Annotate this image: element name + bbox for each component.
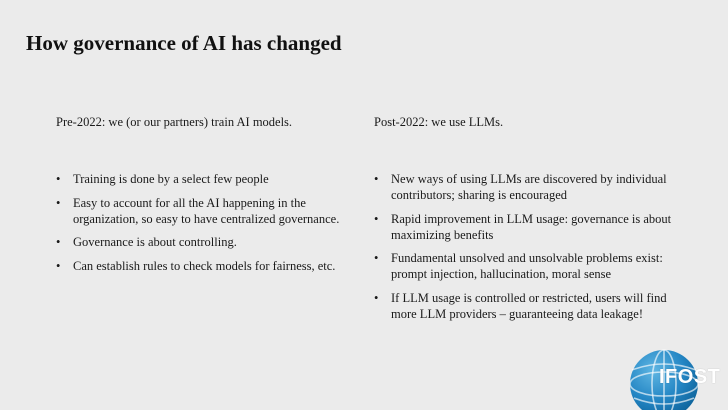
bullet-icon: •: [56, 258, 61, 273]
list-item: [374, 211, 674, 243]
list-item-text: Training is done by a select few people: [73, 172, 269, 186]
bullet-icon: •: [56, 172, 61, 186]
list-item-text: Can establish rules to check models for fairness, etc.: [73, 258, 336, 273]
right-column: [374, 114, 674, 329]
bullet-icon: •: [56, 235, 61, 249]
list-item: [374, 171, 674, 203]
bullet-icon: •: [374, 290, 379, 305]
logo-text: IFOST: [659, 366, 721, 388]
list-item: [56, 258, 356, 274]
list-item-text: Governance is about controlling.: [73, 235, 237, 249]
list-item-text: Rapid improvement in LLM usage: governance is about maximizing benefits: [391, 211, 672, 242]
list-item: [374, 250, 674, 282]
bullet-icon: •: [374, 172, 379, 186]
left-column-heading: Pre-2022: we (or our partners) train AI models.: [56, 115, 293, 129]
list-item: [374, 290, 674, 322]
list-item-text: Fundamental unsolved and unsolvable problems exist: prompt injection, hallucination, moral sense: [391, 251, 663, 281]
list-item: [56, 234, 356, 250]
left-bullet-list: [56, 171, 356, 274]
bullet-icon: •: [56, 195, 61, 210]
list-item-text: New ways of using LLMs are discovered by individual contributors; sharing is encouraged: [391, 172, 667, 202]
list-item: [56, 195, 356, 227]
list-item: [56, 171, 356, 187]
list-item-text: If LLM usage is controlled or restricted, users will find more LLM providers – guaranteeing data leakage!: [391, 290, 667, 321]
right-bullet-list: [374, 171, 674, 322]
right-column-heading: Post-2022: we use LLMs.: [374, 115, 504, 129]
slide-title: How governance of AI has changed: [26, 31, 342, 55]
left-column: [56, 114, 356, 281]
bullet-icon: •: [374, 211, 379, 226]
list-item-text: Easy to account for all the AI happening in the organization, so easy to have centralized governance.: [73, 195, 340, 226]
bullet-icon: •: [374, 251, 379, 265]
